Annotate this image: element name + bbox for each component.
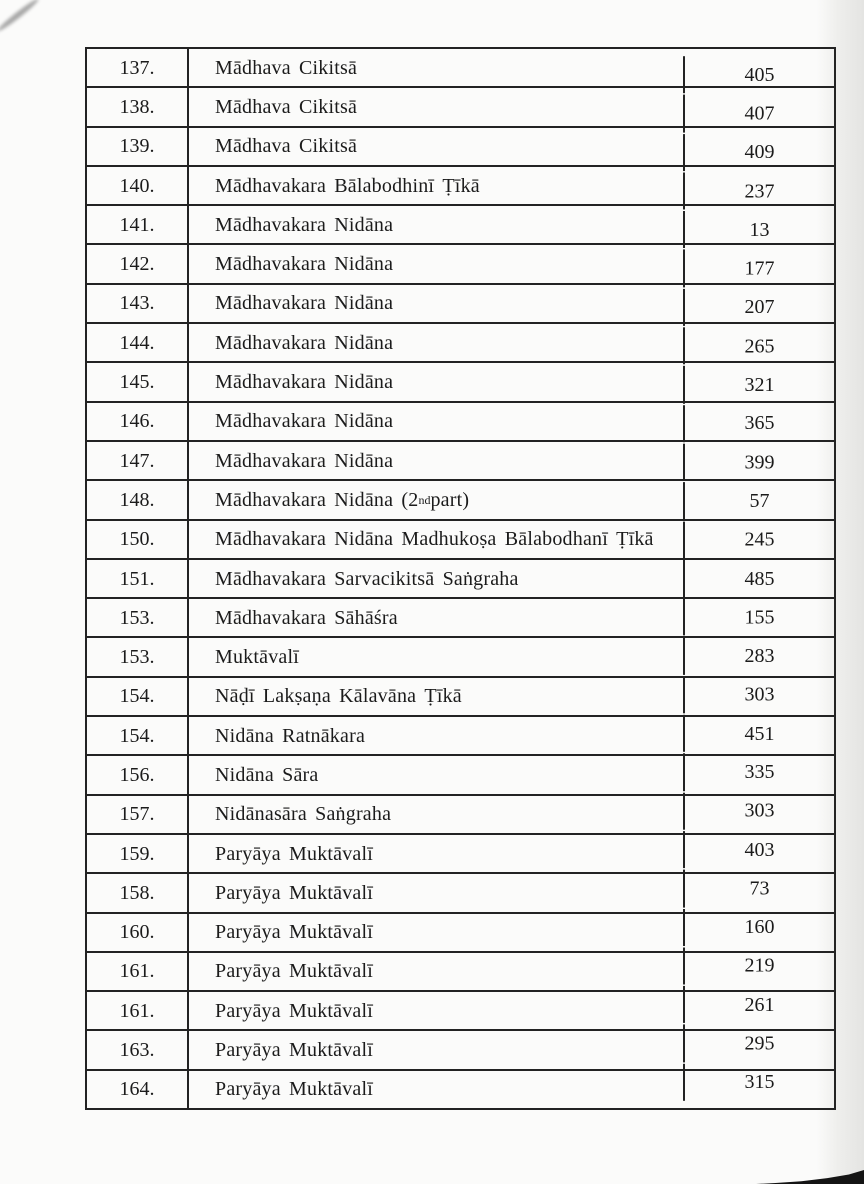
serial-cell: 154. <box>87 678 189 715</box>
page-number-cell: 485 <box>683 560 834 597</box>
serial-cell: 164. <box>87 1071 189 1108</box>
title-cell: Paryāya Muktāvalī <box>215 921 374 944</box>
title-cell: Paryāya Muktāvalī <box>215 881 374 904</box>
table-row <box>87 912 834 951</box>
serial-cell: 138. <box>87 88 189 125</box>
serial-cell: 153. <box>87 638 189 675</box>
table-row <box>87 322 834 361</box>
page-number-cell: 405 <box>683 56 834 93</box>
page-number-cell: 160 <box>683 909 834 946</box>
serial-cell: 148. <box>87 481 189 518</box>
serial-cell: 151. <box>87 560 189 597</box>
serial-cell: 161. <box>87 992 189 1029</box>
page-number-cell: 321 <box>683 366 834 403</box>
table-row <box>87 872 834 911</box>
serial-cell: 139. <box>87 128 189 165</box>
serial-cell: 158. <box>87 874 189 911</box>
page-number-cell: 73 <box>683 870 834 907</box>
page-number-cell: 219 <box>683 947 834 984</box>
page-number-cell: 407 <box>683 95 834 132</box>
title-cell: Mādhavakara Nidāna (2 nd part) <box>215 488 470 511</box>
page-number-cell: 261 <box>683 986 834 1023</box>
title-cell: Mādhavakara Nidāna <box>215 331 394 354</box>
title-cell: Mādhavakara Bālabodhinī Ṭīkā <box>215 174 480 197</box>
page-number-cell: 365 <box>683 405 834 442</box>
table-row <box>87 243 834 282</box>
table-row <box>87 283 834 322</box>
serial-cell: 153. <box>87 599 189 636</box>
page-number-cell: 295 <box>683 1025 834 1062</box>
page-number-cell: 57 <box>683 482 834 519</box>
serial-cell: 142. <box>87 245 189 282</box>
table-row <box>87 754 834 793</box>
table-row <box>87 794 834 833</box>
title-cell: Mādhavakara Nidāna <box>215 292 394 315</box>
serial-cell: 145. <box>87 363 189 400</box>
table-row <box>87 401 834 440</box>
page-number-cell: 237 <box>683 172 834 209</box>
serial-cell: 161. <box>87 953 189 990</box>
title-cell: Nidāna Ratnākara <box>215 724 366 747</box>
table-row <box>87 519 834 558</box>
title-cell: Mādhavakara Nidāna Madhukoṣa Bālabodhanī Ṭīkā <box>215 528 654 551</box>
page-corner-mark <box>0 0 40 33</box>
serial-cell: 154. <box>87 717 189 754</box>
table-row <box>87 990 834 1029</box>
title-cell: Paryāya Muktāvalī <box>215 1039 374 1062</box>
title-cell: Nidāna Sāra <box>215 763 319 786</box>
title-cell: Paryāya Muktāvalī <box>215 999 374 1022</box>
serial-cell: 159. <box>87 835 189 872</box>
table-row <box>87 204 834 243</box>
serial-cell: 147. <box>87 442 189 479</box>
table-row <box>87 833 834 872</box>
title-cell: Nāḍī Lakṣaṇa Kālavāna Ṭīkā <box>215 685 462 708</box>
table-row <box>87 361 834 400</box>
serial-cell: 144. <box>87 324 189 361</box>
title-cell: Mādhavakara Nidāna <box>215 371 394 394</box>
page-number-cell: 207 <box>683 289 834 326</box>
title-cell: Paryāya Muktāvalī <box>215 1078 374 1101</box>
scan-shadow <box>756 1170 864 1184</box>
table-row <box>87 715 834 754</box>
page-number-cell: 409 <box>683 134 834 171</box>
serial-cell: 156. <box>87 756 189 793</box>
serial-cell: 163. <box>87 1031 189 1068</box>
serial-cell: 141. <box>87 206 189 243</box>
table-row <box>87 597 834 636</box>
page-number-cell: 303 <box>683 676 834 713</box>
serial-cell: 150. <box>87 521 189 558</box>
title-cell: Mādhavakara Nidāna <box>215 410 394 433</box>
title-cell: Paryāya Muktāvalī <box>215 842 374 865</box>
title-cell: Muktāvalī <box>215 646 300 669</box>
page-number-cell: 399 <box>683 444 834 481</box>
page-number-cell: 335 <box>683 754 834 791</box>
page-number-cell: 315 <box>683 1064 834 1101</box>
serial-cell: 140. <box>87 167 189 204</box>
title-cell: Paryāya Muktāvalī <box>215 960 374 983</box>
title-cell: Mādhavakara Nidāna <box>215 449 394 472</box>
serial-cell: 146. <box>87 403 189 440</box>
table-row <box>87 676 834 715</box>
title-cell: Mādhava Cikitsā <box>215 95 358 118</box>
serial-cell: 137. <box>87 49 189 86</box>
title-cell: Nidānasāra Saṅgraha <box>215 803 392 826</box>
table-row <box>87 49 834 86</box>
page-number-cell: 265 <box>683 327 834 364</box>
page-number-cell: 303 <box>683 792 834 829</box>
page-number-cell: 13 <box>683 211 834 248</box>
page-number-cell: 403 <box>683 831 834 868</box>
toc-table <box>85 47 836 1110</box>
page-number-cell: 283 <box>683 637 834 674</box>
title-cell: Mādhavakara Sarvacikitsā Saṅgraha <box>215 567 519 590</box>
page-number-cell: 245 <box>683 521 834 558</box>
table-row <box>87 479 834 518</box>
serial-cell: 160. <box>87 914 189 951</box>
serial-cell: 157. <box>87 796 189 833</box>
title-cell: Mādhava Cikitsā <box>215 135 358 158</box>
table-row <box>87 951 834 990</box>
title-cell: Mādhavakara Sāhāśra <box>215 606 398 629</box>
page-number-cell: 177 <box>683 250 834 287</box>
table-row <box>87 1069 834 1108</box>
table-row <box>87 440 834 479</box>
title-cell: Mādhavakara Nidāna <box>215 213 394 236</box>
title-cell: Mādhavakara Nidāna <box>215 253 394 276</box>
table-row <box>87 636 834 675</box>
serial-cell: 143. <box>87 285 189 322</box>
table-row <box>87 558 834 597</box>
title-cell: Mādhava Cikitsā <box>215 56 358 79</box>
page-number-cell: 451 <box>683 715 834 752</box>
page-number-cell: 155 <box>683 599 834 636</box>
